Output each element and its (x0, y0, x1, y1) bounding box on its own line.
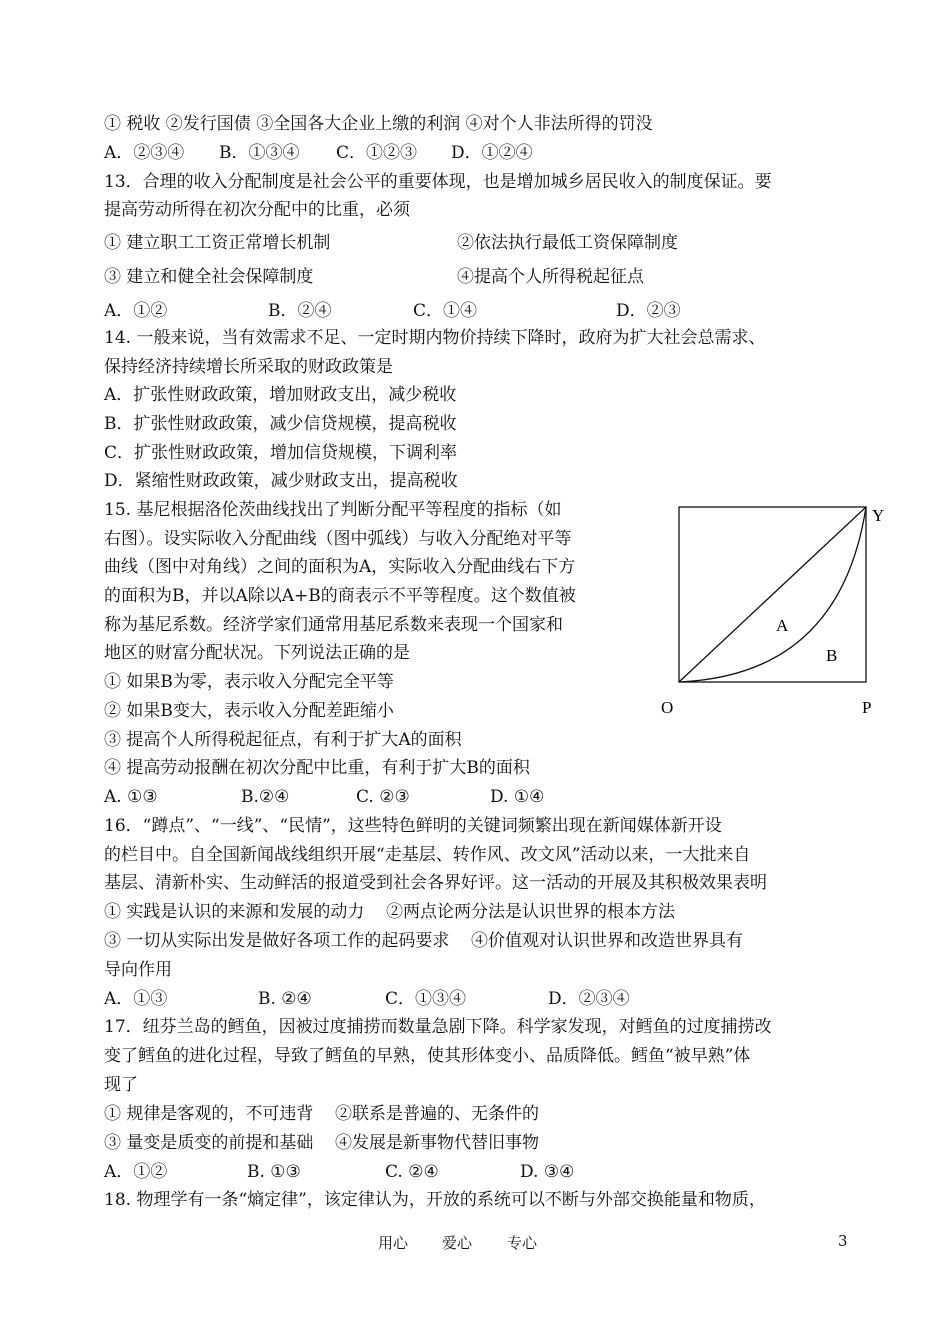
q17-line-2: 变了鳕鱼的进化过程，导致了鳕鱼的早熟，使其形体变小、品质降低。鳕鱼“被早熟”体 (104, 1046, 751, 1066)
lorenz-curve-figure (650, 495, 910, 725)
footer-text-3: 专心 (507, 1234, 538, 1252)
q16-option-b: B. ②④ (258, 989, 312, 1009)
q15-item-3: ③ 提高个人所得税起征点，有利于扩大A的面积 (104, 730, 462, 750)
q13-option-a: A．①② (104, 301, 168, 321)
q15-item-2: ② 如果B变大，表示收入分配差距缩小 (104, 701, 394, 721)
q15-item-1: ① 如果B为零，表示收入分配完全平等 (104, 672, 394, 692)
q14-option-d: D．紧缩性财政政策，减少财政支出，提高税收 (104, 471, 458, 491)
q13-option-b: B．②④ (268, 301, 332, 321)
q13-item-4: ④提高个人所得税起征点 (457, 267, 644, 287)
q15-line-1: 15. 基尼根据洛伦茨曲线找出了判断分配平等程度的指标（如 (104, 500, 562, 520)
q17-line-4: ① 规律是客观的，不可违背 ②联系是普遍的、无条件的 (104, 1104, 540, 1124)
q15-line-4: 的面积为B，并以A除以A+B的商表示不平等程度。这个数值被 (104, 586, 576, 606)
q18-line-1: 18. 物理学有一条“熵定律”，该定律认为，开放的系统可以不断与外部交换能量和物质， (104, 1190, 766, 1210)
q13-item-3: ③ 建立和健全社会保障制度 (104, 267, 314, 287)
q15-line-2: 右图）。设实际收入分配曲线（图中弧线）与收入分配绝对平等 (104, 529, 572, 549)
q17-line-1: 17．纽芬兰岛的鳕鱼，因被过度捕捞而数量急剧下降。科学家发现，对鳕鱼的过度捕捞改 (104, 1017, 772, 1037)
q12-option-a: A．②③④ (104, 143, 185, 163)
q16-line-6: 导向作用 (104, 960, 172, 980)
q17-option-d: D. ③④ (520, 1162, 575, 1182)
q13-option-c: C．①④ (413, 301, 478, 321)
q14-stem-1: 14. 一般来说，当有效需求不足、一定时期内物价持续下降时，政府为扩大社会总需求、 (104, 328, 766, 348)
q16-line-1: 16．“蹲点”、“一线”、“民情”，这些特色鲜明的关键词频繁出现在新闻媒体新开设 (104, 816, 722, 836)
footer-text-2: 爱心 (442, 1234, 473, 1252)
q15-item-4: ④ 提高劳动报酬在初次分配中比重，有利于扩大B的面积 (104, 758, 530, 778)
q17-option-a: A．①② (104, 1162, 168, 1182)
q17-line-3: 现了 (104, 1075, 138, 1095)
q13-option-d: D．②③ (616, 301, 681, 321)
q17-option-b: B. ①③ (247, 1162, 301, 1182)
q13-stem-2: 提高劳动所得在初次分配中的比重，必须 (104, 200, 410, 220)
q13-item-2: ②依法执行最低工资保障制度 (457, 233, 678, 253)
q17-line-5: ③ 量变是质变的前提和基础 ④发展是新事物代替旧事物 (104, 1133, 540, 1153)
q16-option-c: C．①③④ (385, 989, 467, 1009)
q15-option-a: A. ①③ (104, 787, 158, 807)
label-p: P (862, 698, 872, 717)
q13-stem-1: 13．合理的收入分配制度是社会公平的重要体现，也是增加城乡居民收入的制度保证。要 (104, 172, 772, 192)
q15-line-6: 地区的财富分配状况。下列说法正确的是 (104, 643, 410, 663)
q17-option-c: C. ②④ (385, 1162, 439, 1182)
q12-option-d: D．①②④ (451, 143, 533, 163)
label-a: A (776, 616, 789, 635)
footer-text-1: 用心 (378, 1234, 409, 1252)
q13-item-1: ① 建立职工工资正常增长机制 (104, 233, 331, 253)
q16-line-2: 的栏目中。自全国新闻战线组织开展“走基层、转作风、改文风”活动以来，一大批来自 (104, 845, 751, 865)
q16-option-a: A．①③ (104, 989, 168, 1009)
q14-stem-2: 保持经济持续增长所采取的财政政策是 (104, 357, 393, 377)
q15-option-d: D. ①④ (490, 787, 545, 807)
label-y: Y (872, 506, 885, 525)
page-number: 3 (838, 1232, 848, 1250)
q16-line-4: ① 实践是认识的来源和发展的动力 ②两点论两分法是认识世界的根本方法 (104, 902, 676, 922)
q14-option-b: B．扩张性财政政策，减少信贷规模，提高税收 (104, 414, 457, 434)
q16-line-3: 基层、清新朴实、生动鲜活的报道受到社会各界好评。这一活动的开展及其积极效果表明 (104, 873, 767, 893)
q15-line-5: 称为基尼系数。经济学家们通常用基尼系数来表现一个国家和 (104, 615, 563, 635)
q12-option-b: B．①③④ (219, 143, 300, 163)
q16-option-d: D．②③④ (548, 989, 630, 1009)
q15-option-c: C. ②③ (356, 787, 410, 807)
q12-items: ① 税收 ②发行国债 ③全国各大企业上缴的利润 ④对个人非法所得的罚没 (104, 114, 653, 134)
label-o: O (661, 698, 674, 717)
q14-option-a: A．扩张性财政政策，增加财政支出，减少税收 (104, 385, 457, 405)
label-b: B (826, 646, 838, 665)
q16-line-5: ③ 一切从实际出发是做好各项工作的起码要求 ④价值观对认识世界和改造世界具有 (104, 931, 744, 951)
q12-option-c: C．①②③ (336, 143, 418, 163)
q15-option-b: B.②④ (241, 787, 290, 807)
q14-option-c: C．扩张性财政政策，增加信贷规模，下调利率 (104, 443, 458, 463)
q15-line-3: 曲线（图中对角线）之间的面积为A，实际收入分配曲线右下方 (104, 557, 576, 577)
